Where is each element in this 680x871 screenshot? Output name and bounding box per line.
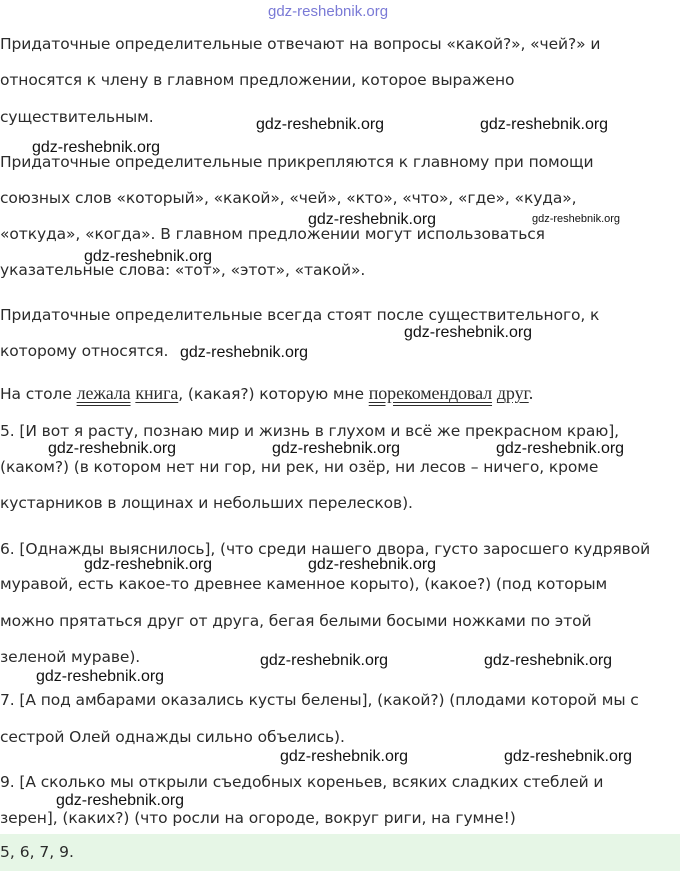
watermark: gdz-reshebnik.org [56, 792, 185, 809]
watermark: gdz-reshebnik.org [496, 440, 625, 457]
theory-line: относятся к члену в главном предложении, которое выражено [0, 71, 515, 89]
theory-line: Придаточные определительные прикрепляются к главному при помощи [0, 153, 594, 171]
theory-line: которому относятся. [0, 342, 169, 360]
item-line: 9. [А сколько мы открыли съедобных кореньев, всяких сладких стеблей и [0, 773, 604, 791]
watermark: gdz-reshebnik.org [532, 213, 621, 225]
theory-line: союзных слов «который», «какой», «чей», «кто», «что», «где», «куда», [0, 189, 577, 207]
watermark: gdz-reshebnik.org [180, 344, 309, 361]
example-predicate: лежала [76, 383, 131, 403]
example-subject: друг [496, 383, 529, 403]
example-subject: книга [135, 383, 179, 403]
watermark: gdz-reshebnik.org [280, 748, 409, 765]
item-line: муравой, есть какое-то древнее каменное корыто), (какое?) (под которым [0, 575, 608, 593]
item-line: 7. [А под амбарами оказались кусты белены], (какой?) (плодами которой мы с [0, 691, 639, 709]
watermark: gdz-reshebnik.org [32, 139, 161, 156]
example-predicate: порекомендовал [368, 383, 493, 403]
example-text: , (какая?) которую мне [178, 385, 369, 403]
watermark: gdz-reshebnik.org [504, 748, 633, 765]
watermark: gdz-reshebnik.org [404, 324, 533, 341]
item-line: сестрой Олей однажды сильно объелись). [0, 728, 345, 746]
theory-line: существительным. [0, 108, 154, 126]
example-text: . [528, 383, 534, 403]
watermark: gdz-reshebnik.org [84, 248, 213, 265]
theory-line: «откуда», «когда». В главном предложении могут использоваться [0, 225, 545, 243]
answer-box [0, 834, 680, 871]
watermark: gdz-reshebnik.org [84, 556, 213, 573]
watermark: gdz-reshebnik.org [308, 556, 437, 573]
watermark: gdz-reshebnik.org [484, 652, 613, 669]
watermark: gdz-reshebnik.org [272, 440, 401, 457]
item-line: можно прятаться друг от друга, бегая белыми босыми ножками по этой [0, 612, 592, 630]
item-line: кустарников в лощинах и небольших перелесков). [0, 494, 413, 512]
theory-line: указательные слова: «тот», «этот», «такой». [0, 261, 366, 279]
item-line: 5. [И вот я расту, познаю мир и жизнь в глухом и всё же прекрасном краю], [0, 422, 619, 440]
example-text: На столе [0, 385, 77, 403]
watermark: gdz-reshebnik.org [308, 211, 437, 228]
watermark: gdz-reshebnik.org [268, 3, 389, 20]
theory-line: Придаточные определительные всегда стоят после существительного, к [0, 306, 600, 324]
watermark: gdz-reshebnik.org [48, 440, 177, 457]
item-line: зеленой мураве). [0, 648, 141, 666]
watermark: gdz-reshebnik.org [36, 668, 165, 685]
answer-text: 5, 6, 7, 9. [0, 843, 74, 861]
item-line: 6. [Однажды выяснилось], (что среди нашего двора, густо заросшего кудрявой [0, 540, 651, 558]
theory-line: Придаточные определительные отвечают на вопросы «какой?», «чей?» и [0, 35, 601, 53]
example-sentence [0, 383, 533, 404]
watermark: gdz-reshebnik.org [480, 116, 609, 133]
watermark: gdz-reshebnik.org [256, 116, 385, 133]
watermark: gdz-reshebnik.org [260, 652, 389, 669]
item-line: (каком?) (в котором нет ни гор, ни рек, ни озёр, ни лесов – ничего, кроме [0, 458, 599, 476]
item-line: зерен], (каких?) (что росли на огороде, вокруг риги, на гумне!) [0, 809, 516, 827]
